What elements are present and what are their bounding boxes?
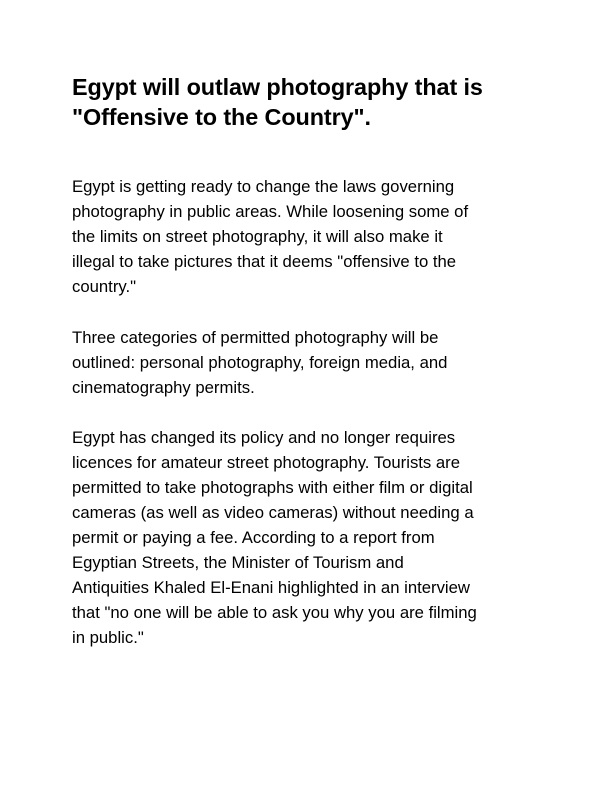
paragraph-policy: [72, 425, 477, 650]
paragraph-line: Egypt is getting ready to change the laws governing: [72, 177, 455, 196]
paragraph-line: permit or paying a fee. According to a report from: [72, 528, 435, 547]
paragraph-line: Antiquities Khaled El-Enani highlighted in an interview: [72, 578, 470, 597]
paragraph-line: in public.": [72, 628, 144, 647]
title-line: "Offensive to the Country".: [72, 104, 371, 130]
paragraph-line: outlined: personal photography, foreign media, and: [72, 353, 448, 372]
paragraph-line: cameras (as well as video cameras) without needing a: [72, 503, 474, 522]
paragraph-line: illegal to take pictures that it deems "offensive to the: [72, 252, 457, 271]
paragraph-line: Three categories of permitted photography will be: [72, 328, 439, 347]
paragraph-line: that "no one will be able to ask you why you are filming: [72, 603, 477, 622]
article-title: [72, 72, 483, 132]
paragraph-line: permitted to take photographs with either film or digital: [72, 478, 473, 497]
title-line: Egypt will outlaw photography that is: [72, 74, 483, 100]
paragraph-intro: [72, 174, 468, 299]
paragraph-line: Egyptian Streets, the Minister of Tourism and: [72, 553, 404, 572]
paragraph-line: cinematography permits.: [72, 378, 255, 397]
paragraph-line: licences for amateur street photography. Tourists are: [72, 453, 461, 472]
paragraph-categories: [72, 325, 447, 400]
paragraph-line: the limits on street photography, it will also make it: [72, 227, 443, 246]
paragraph-line: photography in public areas. While loosening some of: [72, 202, 469, 221]
paragraph-line: Egypt has changed its policy and no longer requires: [72, 428, 456, 447]
paragraph-line: country.": [72, 277, 137, 296]
